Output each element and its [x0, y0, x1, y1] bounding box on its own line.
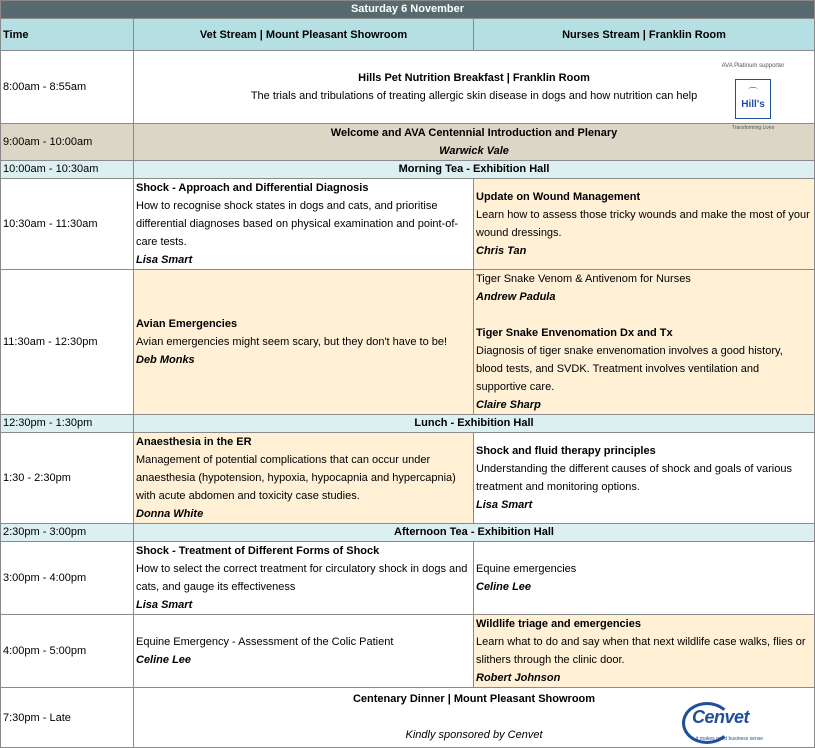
break-title: Lunch - Exhibition Hall [134, 415, 815, 433]
session-title: Equine Emergency - Assessment of the Colic Patient [136, 636, 394, 648]
session-speaker: Deb Monks [136, 354, 195, 366]
row-dinner [1, 688, 815, 748]
time-cell: 10:00am - 10:30am [1, 161, 134, 179]
session-desc: Diagnosis of tiger snake envenomation involves a good history, blood tests, and SVDK. Treatment involves ventilation and supportive care. [476, 345, 783, 393]
time-cell: 2:30pm - 3:00pm [1, 524, 134, 542]
session-title: Shock and fluid therapy principles [476, 445, 656, 457]
vet-session [134, 270, 474, 415]
header-nurses-stream: Nurses Stream | Franklin Room [474, 19, 815, 51]
row-lunch [1, 415, 815, 433]
row-afternoon-tea [1, 524, 815, 542]
nurse-session [474, 179, 815, 270]
sponsor-note: Kindly sponsored by Cenvet [405, 729, 543, 741]
session-desc: How to select the correct treatment for circulatory shock in dogs and cats, and gauge its effectiveness [136, 563, 468, 593]
vet-session [134, 615, 474, 688]
nurse-session [474, 615, 815, 688]
session-speaker: Claire Sharp [476, 399, 541, 411]
session-title: Shock - Treatment of Different Forms of Shock [136, 545, 380, 557]
session-desc: Learn what to do and say when that next wildlife case walks, flies or slithers through the clinic door. [476, 636, 806, 666]
session-title: Equine emergencies [476, 563, 577, 575]
session-title: Welcome and AVA Centennial Introduction and Plenary [330, 127, 618, 139]
session-speaker: Chris Tan [476, 245, 527, 257]
vet-session [134, 179, 474, 270]
session-speaker: Lisa Smart [136, 599, 193, 611]
row-300 [1, 542, 815, 615]
row-130 [1, 433, 815, 524]
nurse-session [474, 433, 815, 524]
session-desc: The trials and tribulations of treating allergic skin disease in dogs and how nutrition can help [250, 90, 698, 102]
hills-mark [735, 79, 771, 119]
nurse-session [474, 270, 815, 415]
sponsor-tagline: it makes good business sense [696, 736, 764, 742]
session-title: Tiger Snake Envenomation Dx and Tx [476, 327, 673, 339]
breakfast-session [134, 51, 815, 131]
vet-session [134, 433, 474, 524]
time-cell: 8:00am - 8:55am [1, 51, 134, 124]
nurse-session [474, 542, 815, 615]
row-welcome [1, 124, 815, 161]
session-title: Update on Wound Management [476, 191, 641, 203]
time-cell: 3:00pm - 4:00pm [1, 542, 134, 615]
session-desc: Understanding the different causes of shock and goals of various treatment and monitoring options. [476, 463, 792, 493]
break-title: Morning Tea - Exhibition Hall [134, 161, 815, 179]
session-speaker: Robert Johnson [476, 672, 561, 684]
session-desc: Learn how to assess those tricky wounds and make the most of your wound dressings. [476, 209, 810, 239]
header-vet-stream: Vet Stream | Mount Pleasant Showroom [134, 19, 474, 51]
title-row [1, 1, 815, 19]
sponsor-tagline: Transforming Lives [731, 125, 775, 131]
break-title: Afternoon Tea - Exhibition Hall [134, 524, 815, 542]
session-title: Centenary Dinner | Mount Pleasant Showroom [352, 693, 596, 705]
vet-session [134, 542, 474, 615]
session-title: Anaesthesia in the ER [136, 436, 252, 448]
session-speaker: Celine Lee [136, 654, 192, 666]
row-1130 [1, 270, 815, 415]
row-morning-tea [1, 161, 815, 179]
session-title: Avian Emergencies [136, 318, 238, 330]
hills-arch-icon: ⌒ [748, 87, 759, 99]
session-speaker: Warwick Vale [439, 145, 509, 157]
session-speaker: Andrew Padula [476, 291, 556, 303]
time-cell: 9:00am - 10:00am [1, 124, 134, 161]
spacer [476, 306, 812, 324]
session-speaker: Lisa Smart [136, 254, 193, 266]
time-cell: 12:30pm - 1:30pm [1, 415, 134, 433]
row-400 [1, 615, 815, 688]
cenvet-sponsor-logo [682, 700, 764, 742]
header-time: Time [1, 19, 134, 51]
welcome-session [134, 124, 815, 161]
session-title: Hills Pet Nutrition Breakfast | Franklin Room [358, 72, 590, 84]
time-cell: 10:30am - 11:30am [1, 179, 134, 270]
session-speaker: Donna White [136, 508, 204, 520]
row-breakfast [1, 51, 815, 124]
session-title: Wildlife triage and emergencies [476, 618, 641, 630]
dinner-session [134, 688, 815, 748]
day-title: Saturday 6 November [1, 1, 815, 19]
hills-sponsor-logo [718, 57, 788, 137]
session-desc: How to recognise shock states in dogs and cats, and prioritise differential diagnoses based on physical examination and point-of-care tests. [136, 200, 459, 248]
time-cell: 4:00pm - 5:00pm [1, 615, 134, 688]
sponsor-name: Hill's [741, 98, 765, 110]
session-desc: Avian emergencies might seem scary, but they don't have to be! [136, 336, 448, 348]
session-speaker: Celine Lee [476, 581, 532, 593]
session-desc: Management of potential complications that can occur under anaesthesia (hypotension, hypoxia, hypocapnia and hypercapnia) with acute abdomen and toxicity case studies. [136, 454, 456, 502]
time-cell: 11:30am - 12:30pm [1, 270, 134, 415]
time-cell: 7:30pm - Late [1, 688, 134, 748]
session-speaker: Lisa Smart [476, 499, 533, 511]
session-title: Shock - Approach and Differential Diagnosis [136, 182, 369, 194]
sponsor-name: Cenvet [692, 707, 750, 727]
row-1030 [1, 179, 815, 270]
header-row [1, 19, 815, 51]
session-title: Tiger Snake Venom & Antivenom for Nurses [476, 273, 691, 285]
time-cell: 1:30 - 2:30pm [1, 433, 134, 524]
sponsor-caption: AVA Platinum supporter [721, 63, 785, 69]
